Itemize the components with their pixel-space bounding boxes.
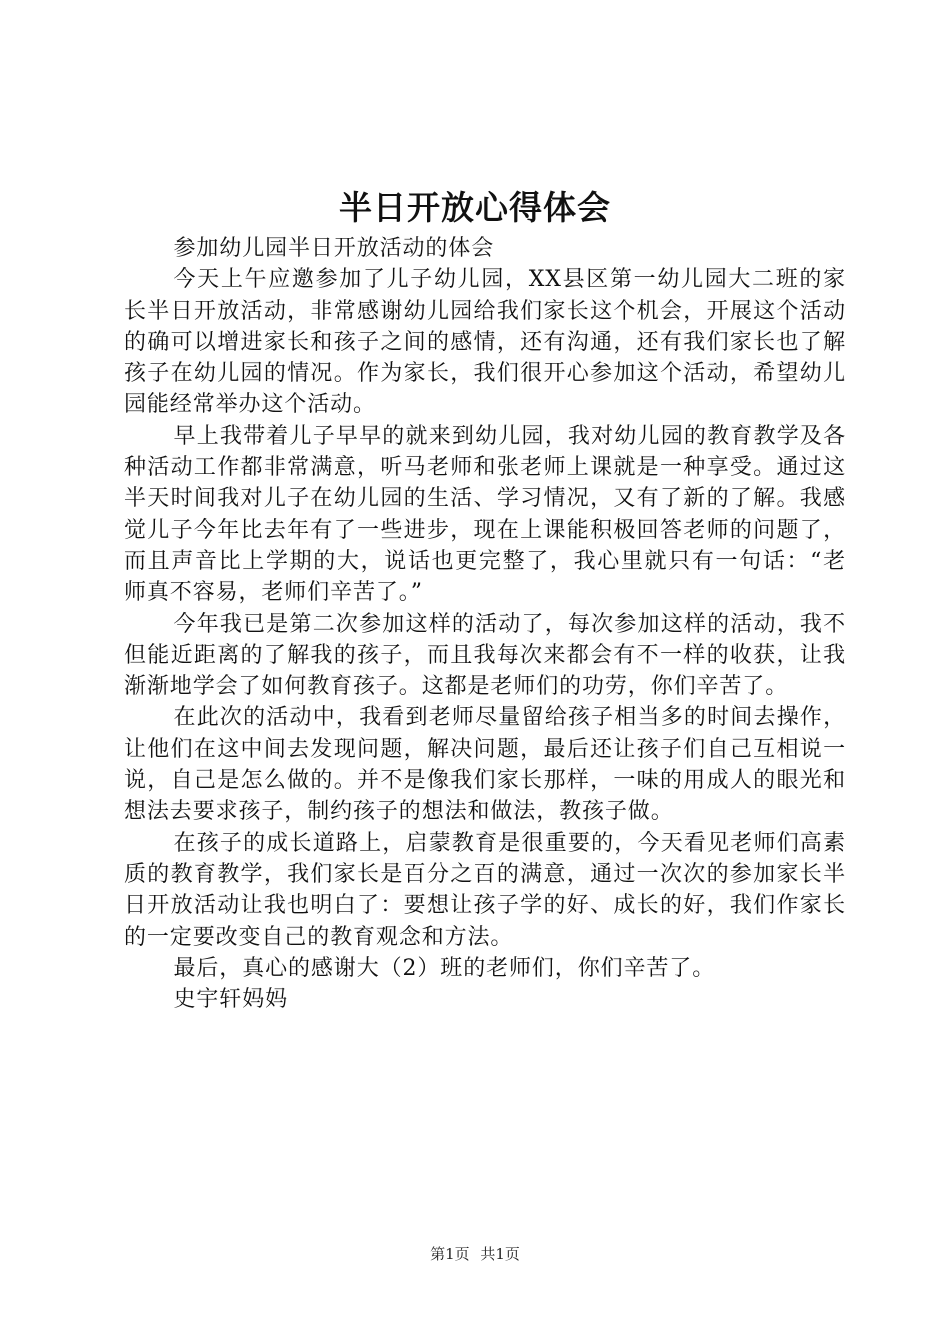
page-number: 第1页 — [430, 1245, 470, 1263]
closing-paragraph: 最后，真心的感谢大（2）班的老师们，你们辛苦了。 — [173, 955, 716, 981]
page-total: 共1页 — [480, 1245, 520, 1263]
body-paragraph: 在此次的活动中，我看到老师尽量留给孩子相当多的时间去操作，让他们在这中间去发现问题，解决问题，最后还让孩子们自己互相说一说，自己是怎么做的。并不是像我们家长那样，一味的用成人的眼光和想法去要求孩子，制约孩子的想法和做法，教孩子做。 — [124, 705, 846, 825]
body-paragraph: 今年我已是第二次参加这样的活动了，每次参加这样的活动，我不但能近距离的了解我的孩子，而且我每次来都会有不一样的收获，让我渐渐地学会了如何教育孩子。这都是老师们的功劳，你们辛苦了。 — [124, 611, 846, 700]
signature: 史宇轩妈妈 — [173, 987, 289, 1013]
body-paragraph: 在孩子的成长道路上，启蒙教育是很重要的，今天看见老师们高素质的教育教学，我们家长是百分之百的满意，通过一次次的参加家长半日开放活动让我也明白了：要想让孩子学的好、成长的好，我们作家长的一定要改变自己的教育观念和方法。 — [124, 830, 846, 950]
page-footer — [0, 1244, 950, 1264]
page-title: 半日开放心得体会 — [339, 188, 611, 227]
subtitle-paragraph: 参加幼儿园半日开放活动的体会 — [173, 236, 495, 261]
body-paragraph: 早上我带着儿子早早的就来到幼儿园，我对幼儿园的教育教学及各种活动工作都非常满意，听马老师和张老师上课就是一种享受。通过这半天时间我对儿子在幼儿园的生活、学习情况，又有了新的了解。我感觉儿子今年比去年有了一些进步，现在上课能积极回答老师的问题了，而且声音比上学期的大，说话也更完整了，我心里就只有一句话：“老师真不容易，老师们辛苦了。” — [124, 423, 846, 606]
body-paragraph: 今天上午应邀参加了儿子幼儿园，XX县区第一幼儿园大二班的家长半日开放活动，非常感谢幼儿园给我们家长这个机会，开展这个活动的确可以增进家长和孩子之间的感情，还有沟通，还有我们家长也了解孩子在幼儿园的情况。作为家长，我们很开心参加这个活动，希望幼儿园能经常举办这个活动。 — [124, 267, 846, 418]
document-body — [124, 233, 846, 1015]
